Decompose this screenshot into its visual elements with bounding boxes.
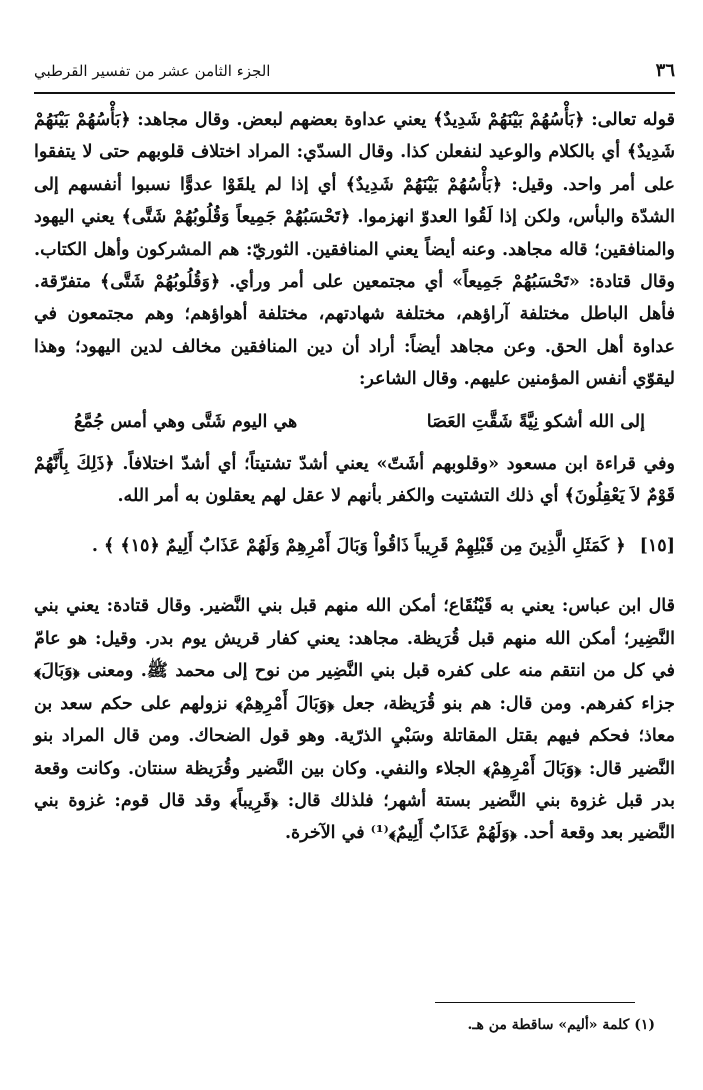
running-title: الجزء الثامن عشر من تفسير القرطبي <box>34 62 271 80</box>
quran-verse <box>34 530 675 562</box>
footnote: (١) كلمة «أليم» ساقطة من هـ. <box>467 1017 655 1033</box>
poem-verse <box>74 406 645 438</box>
poem-hemistich-right: إلى الله أشكو نِيَّةً شَقَّتِ العَصَا <box>426 411 645 432</box>
paragraph-3: قال ابن عباس: يعني به قَيْنُقَاع؛ أمكن الله منهم قبل بني النَّضير. وقال قتادة: يعني بني النَّضِير؛ أمكن الله منهم قبل قُرَيظة. مجاهد: يعني كفار قريش يوم بدر. وقيل: هو عامّ في كل من انتقم منه على كفره قبل بني النَّضِير من نوح إلى محمد ﷺ. ومعنى ﴿وَبَالَ﴾ جزاء كفرهم. ومن قال: هم بنو قُرَيظة، جعل ﴿وَبَالَ أَمْرِهِمْ﴾ نزولهم على حكم سعد بن معاذ؛ فحكم فيهم بقتل المقاتلة وسَبْيِ الذرّية. وهو قول الضحاك. ومن قال المراد بنو النَّضير قال: ﴿وَبَالَ أَمْرِهِمْ﴾ الجلاء والنفي. وكان بين النَّضير وقُرَيظة سنتان. وكانت وقعة بدر قبل غزوة بني النَّضير بستة أشهر؛ فلذلك قال: ﴿قَرِيباً﴾ وقد قال قوم: غزوة بني النَّضير بعد وقعة أحد. ﴿وَلَهُمْ عَذَابٌ أَلِيمٌ﴾⁽¹⁾ في الآخرة. <box>34 596 675 844</box>
header-rule <box>34 92 675 94</box>
verse-number: [١٥] <box>639 536 675 557</box>
page <box>34 60 675 850</box>
paragraph-2: وفي قراءة ابن مسعود «وقلوبهم أشَتّ» يعني أشدّ تشتيتاً؛ أي أشدّ اختلافاً. ﴿ذَلِكَ بِأَنَّهُمْ قَوْمٌ لاَ يَعْقِلُونَ﴾ أي ذلك التشتيت والكفر بأنهم لا عقل لهم يعقلون به أمر الله. <box>34 453 675 507</box>
poem-hemistich-left: هي اليوم شَتَّى وهي أمس جُمَّعُ <box>74 411 298 432</box>
page-number: ٣٦ <box>655 60 675 81</box>
verse-text: ﴿ كَمَثَلِ الَّذِينَ مِن قَبْلِهِمْ قَرِيباً ذَاقُواْ وَبَالَ أَمْرِهِمْ وَلَهُمْ عَذَابٌ أَلِيمٌ ﴿١٥﴾ ﴾ . <box>91 536 626 557</box>
page-header <box>34 60 675 92</box>
footnote-rule <box>435 1002 635 1003</box>
paragraph-1: قوله تعالى: ﴿بَأْسُهُمْ بَيْنَهُمْ شَدِيدٌ﴾ يعني عداوة بعضهم لبعض. وقال مجاهد: ﴿بَأْسُهُمْ بَيْنَهُمْ شَدِيدٌ﴾ أي بالكلام والوعيد لنفعلن كذا. وقال السدّي: المراد اختلاف قلوبهم حتى لا يتفقوا على أمر واحد. وقيل: ﴿بَأْسُهُمْ بَيْنَهُمْ شَدِيدٌ﴾ أي إذا لم يلقَوْا عدوًّا نسبوا أنفسهم إلى الشدّة والبأس، ولكن إذا لَقُوا العدوّ انهزموا. ﴿تَحْسَبُهُمْ جَمِيعاً وَقُلُوبُهُمْ شَتَّى﴾ يعني اليهود والمنافقين؛ قاله مجاهد. وعنه أيضاً يعني المنافقين. الثوريّ: هم المشركون وأهل الكتاب. وقال قتادة: «تَحْسَبُهُمْ جَمِيعاً» أي مجتمعين على أمر ورأي. ﴿وَقُلُوبُهُمْ شَتَّى﴾ متفرّقة. فأهل الباطل مختلفة آراؤهم، مختلفة شهادتهم، مختلفة أهواؤهم؛ وهم مجتمعون في عداوة أهل الحق. وعن مجاهد أيضاً: أراد أن دين المنافقين مخالف لدين اليهود؛ وهذا ليقوّي أنفس المؤمنين عليهم. وقال الشاعر: <box>34 110 675 390</box>
